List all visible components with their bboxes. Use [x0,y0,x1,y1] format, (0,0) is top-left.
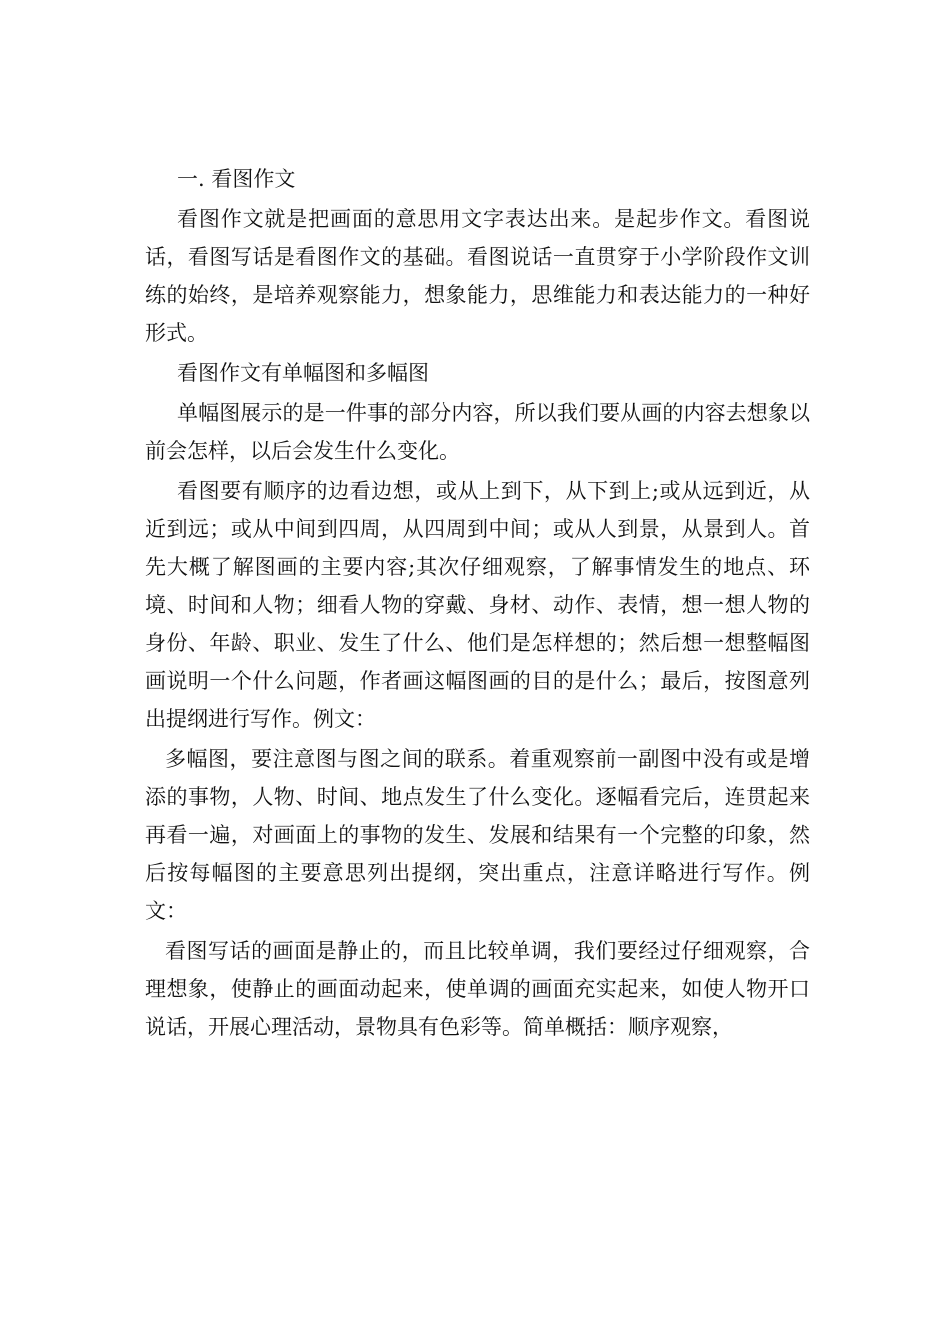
document-body [145,160,810,1048]
paragraph-observation-order: 看图要有顺序的边看边想，或从上到下，从下到上;或从远到近，从近到远；或从中间到四周，从四周到中间；或从人到景，从景到人。首先大概了解图画的主要内容;其次仔细观察，了解事情发生的地点、环境、时间和人物；细看人物的穿戴、身材、动作、表情，想一想人物的身份、年龄、职业、发生了什么、他们是怎样想的；然后想一想整幅图画说明一个什么问题，作者画这幅图画的目的是什么；最后，按图意列出提纲进行写作。例文： [145,479,810,731]
paragraph-multi-image: 多幅图，要注意图与图之间的联系。着重观察前一副图中没有或是增添的事物，人物、时间、地点发生了什么变化。逐幅看完后，连贯起来再看一遍，对画面上的事物的发生、发展和结果有一个完整的印象，然后按每幅图的主要意思列出提纲，突出重点，注意详略进行写作。例文： [145,747,810,923]
section-heading: 一. 看图作文 [177,167,296,191]
paragraph-imagination: 看图写话的画面是静止的，而且比较单调，我们要经过仔细观察，合理想象，使静止的画面动起来，使单调的画面充实起来，如使人物开口说话，开展心理活动，景物具有色彩等。简单概括：顺序观察， [145,939,810,1039]
paragraph-intro: 看图作文就是把画面的意思用文字表达出来。是起步作文。看图说话，看图写话是看图作文的基础。看图说话一直贯穿于小学阶段作文训练的始终，是培养观察能力，想象能力，思维能力和表达能力的一种好形式。 [145,207,810,345]
paragraph-types: 看图作文有单幅图和多幅图 [177,361,429,385]
paragraph-single-image: 单幅图展示的是一件事的部分内容，所以我们要从画的内容去想象以前会怎样，以后会发生什么变化。 [145,401,810,463]
